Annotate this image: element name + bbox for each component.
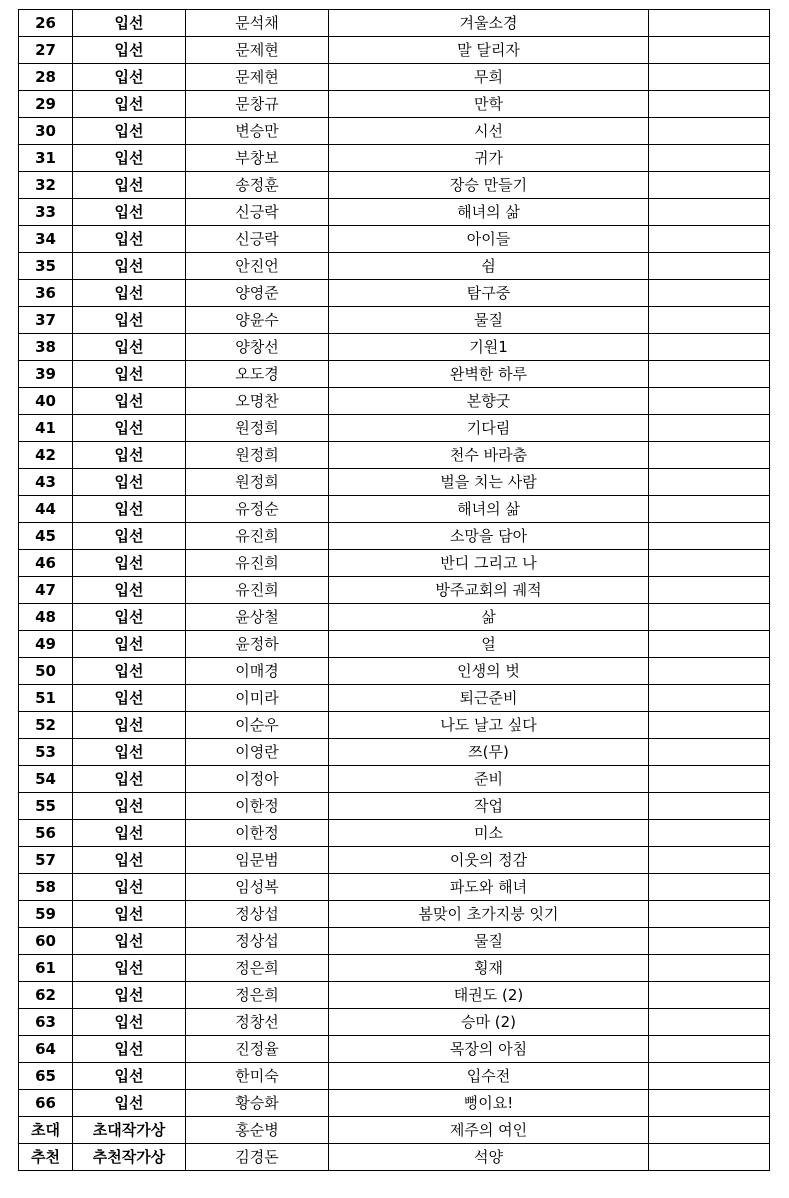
row-number-cell: 53 — [19, 739, 73, 766]
row-number-cell: 56 — [19, 820, 73, 847]
author-name-cell: 문창규 — [186, 91, 329, 118]
table-row — [19, 307, 770, 334]
work-title-cell: 나도 날고 싶다 — [329, 712, 649, 739]
work-title-cell: 시선 — [329, 118, 649, 145]
row-number-cell: 30 — [19, 118, 73, 145]
row-number-cell: 26 — [19, 10, 73, 37]
work-title-cell: 물질 — [329, 928, 649, 955]
note-cell — [649, 847, 770, 874]
table-row — [19, 766, 770, 793]
table-row — [19, 523, 770, 550]
table-row — [19, 91, 770, 118]
table-row — [19, 874, 770, 901]
table-row — [19, 820, 770, 847]
row-number-cell: 52 — [19, 712, 73, 739]
award-category-cell: 입선 — [73, 712, 186, 739]
author-name-cell: 유진희 — [186, 523, 329, 550]
work-title-cell: 기원1 — [329, 334, 649, 361]
author-name-cell: 한미숙 — [186, 1063, 329, 1090]
note-cell — [649, 982, 770, 1009]
table-row — [19, 793, 770, 820]
note-cell — [649, 658, 770, 685]
note-cell — [649, 631, 770, 658]
table-row — [19, 10, 770, 37]
note-cell — [649, 496, 770, 523]
note-cell — [649, 199, 770, 226]
author-name-cell: 정상섭 — [186, 901, 329, 928]
work-title-cell: 인생의 벗 — [329, 658, 649, 685]
work-title-cell: 목장의 아침 — [329, 1036, 649, 1063]
note-cell — [649, 523, 770, 550]
note-cell — [649, 307, 770, 334]
work-title-cell: 반디 그리고 나 — [329, 550, 649, 577]
author-name-cell: 신긍락 — [186, 199, 329, 226]
note-cell — [649, 64, 770, 91]
work-title-cell: 입수전 — [329, 1063, 649, 1090]
table-row — [19, 631, 770, 658]
note-cell — [649, 955, 770, 982]
work-title-cell: 봄맞이 초가지붕 잇기 — [329, 901, 649, 928]
award-category-cell: 입선 — [73, 334, 186, 361]
table-row — [19, 334, 770, 361]
author-name-cell: 송정훈 — [186, 172, 329, 199]
table-row — [19, 1009, 770, 1036]
award-category-cell: 입선 — [73, 307, 186, 334]
row-number-cell: 51 — [19, 685, 73, 712]
work-title-cell: 만학 — [329, 91, 649, 118]
note-cell — [649, 712, 770, 739]
author-name-cell: 부창보 — [186, 145, 329, 172]
author-name-cell: 변승만 — [186, 118, 329, 145]
award-category-cell: 입선 — [73, 766, 186, 793]
author-name-cell: 윤상철 — [186, 604, 329, 631]
award-category-cell: 입선 — [73, 37, 186, 64]
note-cell — [649, 280, 770, 307]
table-row — [19, 64, 770, 91]
work-title-cell: 아이들 — [329, 226, 649, 253]
author-name-cell: 양창선 — [186, 334, 329, 361]
work-title-cell: 천수 바라춤 — [329, 442, 649, 469]
row-number-cell: 39 — [19, 361, 73, 388]
row-number-cell: 50 — [19, 658, 73, 685]
work-title-cell: 물질 — [329, 307, 649, 334]
row-number-cell: 48 — [19, 604, 73, 631]
work-title-cell: 퇴근준비 — [329, 685, 649, 712]
award-category-cell: 입선 — [73, 118, 186, 145]
table-row — [19, 226, 770, 253]
work-title-cell: 벌을 치는 사람 — [329, 469, 649, 496]
award-category-cell: 입선 — [73, 1090, 186, 1117]
award-category-cell: 입선 — [73, 253, 186, 280]
row-number-cell: 64 — [19, 1036, 73, 1063]
author-name-cell: 임성복 — [186, 874, 329, 901]
award-category-cell: 입선 — [73, 739, 186, 766]
row-number-cell: 62 — [19, 982, 73, 1009]
row-number-cell: 49 — [19, 631, 73, 658]
author-name-cell: 이매경 — [186, 658, 329, 685]
author-name-cell: 문제현 — [186, 64, 329, 91]
author-name-cell: 김경돈 — [186, 1144, 329, 1171]
table-row — [19, 145, 770, 172]
award-category-cell: 입선 — [73, 928, 186, 955]
note-cell — [649, 577, 770, 604]
note-cell — [649, 1009, 770, 1036]
table-row — [19, 604, 770, 631]
author-name-cell: 이미라 — [186, 685, 329, 712]
table-row — [19, 253, 770, 280]
row-number-cell: 38 — [19, 334, 73, 361]
work-title-cell: 본향굿 — [329, 388, 649, 415]
award-category-cell: 초대작가상 — [73, 1117, 186, 1144]
note-cell — [649, 820, 770, 847]
row-number-cell: 36 — [19, 280, 73, 307]
author-name-cell: 이영란 — [186, 739, 329, 766]
note-cell — [649, 37, 770, 64]
work-title-cell: 준비 — [329, 766, 649, 793]
note-cell — [649, 1036, 770, 1063]
row-number-cell: 66 — [19, 1090, 73, 1117]
table-row — [19, 415, 770, 442]
row-number-cell: 27 — [19, 37, 73, 64]
work-title-cell: 겨울소경 — [329, 10, 649, 37]
row-number-cell: 65 — [19, 1063, 73, 1090]
work-title-cell: 해녀의 삶 — [329, 496, 649, 523]
row-number-cell: 46 — [19, 550, 73, 577]
note-cell — [649, 1090, 770, 1117]
note-cell — [649, 766, 770, 793]
row-number-cell: 초대 — [19, 1117, 73, 1144]
award-category-cell: 입선 — [73, 955, 186, 982]
table-row — [19, 1144, 770, 1171]
award-category-cell: 입선 — [73, 631, 186, 658]
row-number-cell: 37 — [19, 307, 73, 334]
award-category-cell: 입선 — [73, 793, 186, 820]
note-cell — [649, 604, 770, 631]
award-category-cell: 입선 — [73, 550, 186, 577]
row-number-cell: 58 — [19, 874, 73, 901]
work-title-cell: 횡재 — [329, 955, 649, 982]
award-category-cell: 입선 — [73, 415, 186, 442]
author-name-cell: 정창선 — [186, 1009, 329, 1036]
row-number-cell: 63 — [19, 1009, 73, 1036]
note-cell — [649, 91, 770, 118]
award-category-cell: 입선 — [73, 604, 186, 631]
author-name-cell: 정은희 — [186, 982, 329, 1009]
award-category-cell: 입선 — [73, 388, 186, 415]
table-row — [19, 928, 770, 955]
note-cell — [649, 172, 770, 199]
note-cell — [649, 793, 770, 820]
note-cell — [649, 901, 770, 928]
row-number-cell: 61 — [19, 955, 73, 982]
award-category-cell: 입선 — [73, 820, 186, 847]
author-name-cell: 이한정 — [186, 820, 329, 847]
table-row — [19, 658, 770, 685]
award-category-cell: 입선 — [73, 874, 186, 901]
award-category-cell: 입선 — [73, 496, 186, 523]
work-title-cell: 석양 — [329, 1144, 649, 1171]
award-category-cell: 입선 — [73, 901, 186, 928]
note-cell — [649, 928, 770, 955]
award-category-cell: 입선 — [73, 280, 186, 307]
award-category-cell: 입선 — [73, 442, 186, 469]
row-number-cell: 35 — [19, 253, 73, 280]
award-category-cell: 입선 — [73, 172, 186, 199]
award-category-cell: 입선 — [73, 847, 186, 874]
row-number-cell: 59 — [19, 901, 73, 928]
note-cell — [649, 874, 770, 901]
author-name-cell: 원정희 — [186, 442, 329, 469]
work-title-cell: 뻥이요! — [329, 1090, 649, 1117]
author-name-cell: 원정희 — [186, 469, 329, 496]
note-cell — [649, 226, 770, 253]
author-name-cell: 양영준 — [186, 280, 329, 307]
work-title-cell: 탐구중 — [329, 280, 649, 307]
table-row — [19, 1117, 770, 1144]
row-number-cell: 55 — [19, 793, 73, 820]
row-number-cell: 60 — [19, 928, 73, 955]
work-title-cell: 얼 — [329, 631, 649, 658]
author-name-cell: 문석채 — [186, 10, 329, 37]
note-cell — [649, 388, 770, 415]
table-row — [19, 847, 770, 874]
work-title-cell: 이웃의 정감 — [329, 847, 649, 874]
author-name-cell: 유진희 — [186, 550, 329, 577]
table-row — [19, 982, 770, 1009]
note-cell — [649, 145, 770, 172]
table-row — [19, 712, 770, 739]
row-number-cell: 47 — [19, 577, 73, 604]
work-title-cell: 말 달리자 — [329, 37, 649, 64]
author-name-cell: 정은희 — [186, 955, 329, 982]
table-row — [19, 577, 770, 604]
row-number-cell: 28 — [19, 64, 73, 91]
award-category-cell: 입선 — [73, 982, 186, 1009]
table-row — [19, 442, 770, 469]
award-category-cell: 입선 — [73, 577, 186, 604]
author-name-cell: 유정순 — [186, 496, 329, 523]
table-row — [19, 37, 770, 64]
note-cell — [649, 334, 770, 361]
table-row — [19, 361, 770, 388]
note-cell — [649, 415, 770, 442]
table-row — [19, 280, 770, 307]
author-name-cell: 오도경 — [186, 361, 329, 388]
work-title-cell: 쯔(무) — [329, 739, 649, 766]
author-name-cell: 임문범 — [186, 847, 329, 874]
note-cell — [649, 118, 770, 145]
row-number-cell: 42 — [19, 442, 73, 469]
table-row — [19, 685, 770, 712]
author-name-cell: 홍순병 — [186, 1117, 329, 1144]
table-row — [19, 388, 770, 415]
table-row — [19, 199, 770, 226]
work-title-cell: 장승 만들기 — [329, 172, 649, 199]
row-number-cell: 44 — [19, 496, 73, 523]
award-category-cell: 추천작가상 — [73, 1144, 186, 1171]
award-category-cell: 입선 — [73, 523, 186, 550]
work-title-cell: 파도와 해녀 — [329, 874, 649, 901]
awards-table-body — [19, 10, 770, 1171]
award-category-cell: 입선 — [73, 1009, 186, 1036]
note-cell — [649, 442, 770, 469]
work-title-cell: 태권도 (2) — [329, 982, 649, 1009]
award-category-cell: 입선 — [73, 64, 186, 91]
award-category-cell: 입선 — [73, 469, 186, 496]
work-title-cell: 삶 — [329, 604, 649, 631]
table-row — [19, 118, 770, 145]
award-category-cell: 입선 — [73, 199, 186, 226]
note-cell — [649, 550, 770, 577]
award-category-cell: 입선 — [73, 145, 186, 172]
row-number-cell: 43 — [19, 469, 73, 496]
note-cell — [649, 469, 770, 496]
table-row — [19, 1063, 770, 1090]
note-cell — [649, 1144, 770, 1171]
author-name-cell: 황승화 — [186, 1090, 329, 1117]
row-number-cell: 추천 — [19, 1144, 73, 1171]
table-row — [19, 469, 770, 496]
row-number-cell: 31 — [19, 145, 73, 172]
author-name-cell: 안진언 — [186, 253, 329, 280]
note-cell — [649, 685, 770, 712]
award-category-cell: 입선 — [73, 685, 186, 712]
award-category-cell: 입선 — [73, 1063, 186, 1090]
awards-table — [18, 9, 770, 1171]
work-title-cell: 쉼 — [329, 253, 649, 280]
table-row — [19, 496, 770, 523]
table-row — [19, 901, 770, 928]
author-name-cell: 정상섭 — [186, 928, 329, 955]
row-number-cell: 34 — [19, 226, 73, 253]
row-number-cell: 29 — [19, 91, 73, 118]
award-category-cell: 입선 — [73, 361, 186, 388]
award-category-cell: 입선 — [73, 10, 186, 37]
note-cell — [649, 1117, 770, 1144]
work-title-cell: 제주의 여인 — [329, 1117, 649, 1144]
work-title-cell: 귀가 — [329, 145, 649, 172]
author-name-cell: 진정율 — [186, 1036, 329, 1063]
work-title-cell: 소망을 담아 — [329, 523, 649, 550]
row-number-cell: 45 — [19, 523, 73, 550]
author-name-cell: 양윤수 — [186, 307, 329, 334]
work-title-cell: 무희 — [329, 64, 649, 91]
note-cell — [649, 739, 770, 766]
row-number-cell: 40 — [19, 388, 73, 415]
table-row — [19, 1036, 770, 1063]
row-number-cell: 57 — [19, 847, 73, 874]
author-name-cell: 윤정하 — [186, 631, 329, 658]
author-name-cell: 원정희 — [186, 415, 329, 442]
row-number-cell: 32 — [19, 172, 73, 199]
author-name-cell: 이한정 — [186, 793, 329, 820]
work-title-cell: 해녀의 삶 — [329, 199, 649, 226]
note-cell — [649, 361, 770, 388]
row-number-cell: 33 — [19, 199, 73, 226]
table-row — [19, 1090, 770, 1117]
work-title-cell: 작업 — [329, 793, 649, 820]
work-title-cell: 완벽한 하루 — [329, 361, 649, 388]
author-name-cell: 이순우 — [186, 712, 329, 739]
row-number-cell: 54 — [19, 766, 73, 793]
table-row — [19, 955, 770, 982]
work-title-cell: 방주교회의 궤적 — [329, 577, 649, 604]
author-name-cell: 오명찬 — [186, 388, 329, 415]
award-category-cell: 입선 — [73, 91, 186, 118]
work-title-cell: 미소 — [329, 820, 649, 847]
row-number-cell: 41 — [19, 415, 73, 442]
author-name-cell: 이정아 — [186, 766, 329, 793]
table-row — [19, 550, 770, 577]
table-row — [19, 172, 770, 199]
note-cell — [649, 253, 770, 280]
note-cell — [649, 10, 770, 37]
note-cell — [649, 1063, 770, 1090]
work-title-cell: 기다림 — [329, 415, 649, 442]
table-row — [19, 739, 770, 766]
award-category-cell: 입선 — [73, 1036, 186, 1063]
author-name-cell: 유진희 — [186, 577, 329, 604]
author-name-cell: 문제현 — [186, 37, 329, 64]
award-category-cell: 입선 — [73, 226, 186, 253]
work-title-cell: 승마 (2) — [329, 1009, 649, 1036]
author-name-cell: 신긍락 — [186, 226, 329, 253]
award-category-cell: 입선 — [73, 658, 186, 685]
